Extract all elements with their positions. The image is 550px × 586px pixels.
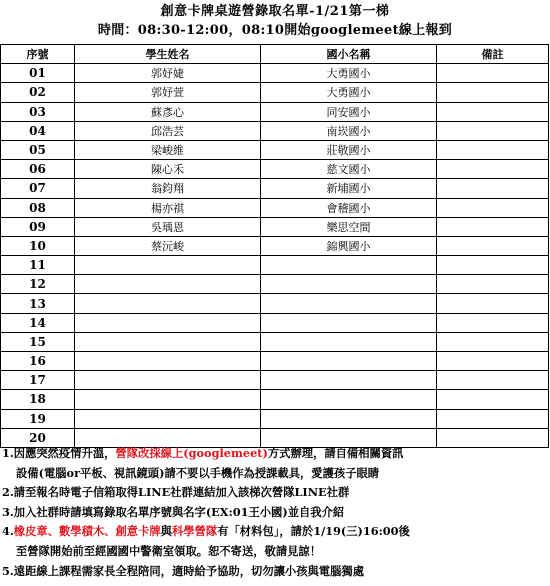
- cell-remarks: [437, 352, 549, 371]
- note-4-text-b: 有「材料包」，請於1/19(三)16:00後: [217, 524, 410, 539]
- cell-serial: 19: [1, 409, 75, 428]
- cell-serial: 20: [1, 428, 75, 447]
- cell-school-name: [261, 390, 437, 409]
- cell-remarks: [437, 313, 549, 332]
- cell-serial: 08: [1, 198, 75, 217]
- cell-student-name: [75, 371, 261, 390]
- cell-remarks: [437, 64, 549, 83]
- cell-serial: 09: [1, 217, 75, 236]
- table-row: [1, 102, 549, 121]
- cell-student-name: 郭妤婕: [75, 64, 261, 83]
- cell-school-name: [261, 409, 437, 428]
- cell-student-name: 梁峻維: [75, 140, 261, 159]
- table-row: [1, 409, 549, 428]
- cell-remarks: [437, 409, 549, 428]
- table-row: [1, 64, 549, 83]
- cell-remarks: [437, 371, 549, 390]
- cell-school-name: [261, 352, 437, 371]
- cell-remarks: [437, 294, 549, 313]
- note-1-continued: 設備(電腦or平板、視訊鏡頭)請不要以手機作為授課載具，愛護孩子眼睛: [16, 465, 380, 480]
- note-1-text-b: 方式辦理，請自備相關資訊: [267, 446, 404, 460]
- cell-school-name: 新埔國小: [261, 179, 437, 198]
- cell-student-name: 吳瑀恩: [75, 217, 261, 236]
- table-row: [1, 236, 549, 255]
- cell-remarks: [437, 140, 549, 159]
- table-row: [1, 294, 549, 313]
- table-row: [1, 140, 549, 159]
- page-title: 創意卡牌桌遊營錄取名單-1/21第一梯: [160, 4, 390, 19]
- cell-school-name: 大勇國小: [261, 64, 437, 83]
- note-1-highlight: 營隊改採線上(googlemeet): [115, 446, 268, 460]
- cell-school-name: [261, 275, 437, 294]
- cell-school-name: [261, 371, 437, 390]
- note-4-prefix: 4.: [2, 524, 14, 539]
- cell-student-name: [75, 409, 261, 428]
- cell-remarks: [437, 390, 549, 409]
- cell-student-name: 陳心禾: [75, 160, 261, 179]
- table-row: [1, 256, 549, 275]
- cell-student-name: 蘇彥心: [75, 102, 261, 121]
- note-3: 3.加入社群時請填寫錄取名單序號與名字(EX:01王小國)並自我介紹: [2, 504, 345, 519]
- roster-table: [0, 44, 549, 448]
- cell-school-name: 樂思空間: [261, 217, 437, 236]
- table-row: [1, 352, 549, 371]
- cell-serial: 13: [1, 294, 75, 313]
- cell-student-name: [75, 256, 261, 275]
- cell-school-name: [261, 332, 437, 351]
- cell-remarks: [437, 332, 549, 351]
- table-row: [1, 179, 549, 198]
- table-row: [1, 121, 549, 140]
- cell-student-name: [75, 390, 261, 409]
- cell-school-name: [261, 256, 437, 275]
- note-4: [0, 522, 548, 542]
- cell-student-name: [75, 313, 261, 332]
- cell-remarks: [437, 236, 549, 255]
- cell-serial: 18: [1, 390, 75, 409]
- cell-remarks: [437, 198, 549, 217]
- cell-serial: 07: [1, 179, 75, 198]
- cell-serial: 06: [1, 160, 75, 179]
- cell-school-name: 同安國小: [261, 102, 437, 121]
- cell-student-name: [75, 294, 261, 313]
- cell-remarks: [437, 121, 549, 140]
- cell-serial: 04: [1, 121, 75, 140]
- cell-serial: 05: [1, 140, 75, 159]
- cell-serial: 10: [1, 236, 75, 255]
- note-5: 5.遠距線上課程需家長全程陪同，適時給予協助，切勿讓小孩與電腦獨處: [2, 563, 364, 578]
- cell-student-name: 翁鈞翔: [75, 179, 261, 198]
- cell-student-name: [75, 275, 261, 294]
- cell-remarks: [437, 83, 549, 102]
- cell-school-name: [261, 313, 437, 332]
- note-4-highlight-science: 科學營隊: [171, 524, 218, 539]
- table-row: [1, 371, 549, 390]
- cell-serial: 11: [1, 256, 75, 275]
- table-header-row: [1, 45, 549, 64]
- cell-student-name: [75, 352, 261, 371]
- cell-serial: 03: [1, 102, 75, 121]
- cell-school-name: [261, 294, 437, 313]
- cell-serial: 01: [1, 64, 75, 83]
- page-subtitle: 時間：08:30-12:00，08:10開始googlemeet線上報到: [97, 23, 453, 38]
- cell-remarks: [437, 160, 549, 179]
- notes-section: [0, 444, 548, 581]
- table-row: [1, 390, 549, 409]
- table-row: [1, 313, 549, 332]
- table-row: [1, 275, 549, 294]
- table-row: [1, 83, 549, 102]
- cell-school-name: 莊敬國小: [261, 140, 437, 159]
- cell-remarks: [437, 102, 549, 121]
- cell-school-name: 錦興國小: [261, 236, 437, 255]
- cell-student-name: 楊亦祺: [75, 198, 261, 217]
- cell-serial: 15: [1, 332, 75, 351]
- roster-body: [1, 64, 549, 448]
- cell-remarks: [437, 275, 549, 294]
- title-block: [0, 0, 550, 44]
- cell-remarks: [437, 179, 549, 198]
- note-1-text-a: 1.因應突然疫情升溫，: [2, 446, 116, 460]
- table-row: [1, 198, 549, 217]
- table-row: [1, 217, 549, 236]
- cell-school-name: 南崁國小: [261, 121, 437, 140]
- cell-school-name: 大勇國小: [261, 83, 437, 102]
- cell-student-name: [75, 332, 261, 351]
- note-4-conjunction: 與: [160, 524, 172, 539]
- cell-serial: 02: [1, 83, 75, 102]
- note-4-highlight-camps: 橡皮章、數學積木、創意卡牌: [13, 524, 161, 539]
- header-remarks: 備註: [437, 45, 549, 64]
- table-row: [1, 332, 549, 351]
- cell-student-name: 邱浩芸: [75, 121, 261, 140]
- cell-student-name: 郭妤萱: [75, 83, 261, 102]
- header-student-name: 學生姓名: [75, 45, 261, 64]
- note-2: 2.請至報名時電子信箱取得LINE社群連結加入該梯次營隊LINE社群: [2, 485, 350, 500]
- cell-remarks: [437, 256, 549, 275]
- cell-serial: 17: [1, 371, 75, 390]
- header-serial: 序號: [1, 45, 75, 64]
- cell-school-name: 會稽國小: [261, 198, 437, 217]
- cell-remarks: [437, 217, 549, 236]
- cell-student-name: 蔡沅峻: [75, 236, 261, 255]
- cell-school-name: 慈文國小: [261, 160, 437, 179]
- table-row: [1, 160, 549, 179]
- cell-serial: 12: [1, 275, 75, 294]
- cell-serial: 16: [1, 352, 75, 371]
- note-1: [0, 444, 548, 464]
- note-4-continued: 至營隊開始前至經國國中警衛室領取。恕不寄送，敬請見諒！: [16, 543, 322, 558]
- cell-serial: 14: [1, 313, 75, 332]
- header-school-name: 國小名稱: [261, 45, 437, 64]
